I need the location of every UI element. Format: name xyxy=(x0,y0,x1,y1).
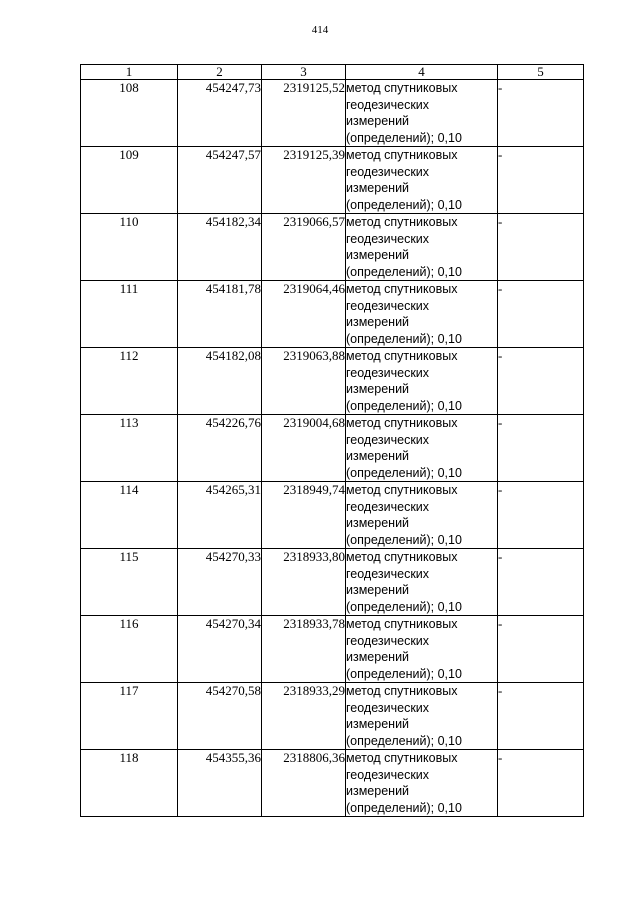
method-text-line: метод спутниковых xyxy=(346,282,458,296)
method-text-line: геодезических xyxy=(346,97,430,112)
method-text-line: метод спутниковых xyxy=(346,751,458,765)
table-row xyxy=(81,683,584,750)
point-number-cell: 115 xyxy=(81,549,178,616)
note-cell: - xyxy=(498,415,584,482)
table-row xyxy=(81,549,584,616)
method-text-line: геодезических xyxy=(346,633,430,648)
y-coordinate-cell: 2318933,80 xyxy=(262,549,346,616)
method-text-line: (определений); 0,10 xyxy=(346,733,462,748)
column-header-4: 4 xyxy=(346,65,498,80)
x-coordinate-cell: 454247,73 xyxy=(178,80,262,147)
method-text-line: метод спутниковых xyxy=(346,483,458,497)
method-text-line: геодезических xyxy=(346,231,430,246)
method-cell xyxy=(346,683,498,750)
method-text-line: измерений xyxy=(346,650,410,664)
note-cell: - xyxy=(498,549,584,616)
table-row xyxy=(81,147,584,214)
method-text-line: метод спутниковых xyxy=(346,81,458,95)
point-number-cell: 112 xyxy=(81,348,178,415)
x-coordinate-cell: 454226,76 xyxy=(178,415,262,482)
note-cell: - xyxy=(498,147,584,214)
y-coordinate-cell: 2319064,46 xyxy=(262,281,346,348)
method-text-line: измерений xyxy=(346,315,410,329)
method-cell xyxy=(346,482,498,549)
method-text-line: (определений); 0,10 xyxy=(346,398,462,413)
x-coordinate-cell: 454270,58 xyxy=(178,683,262,750)
method-text-line: геодезических xyxy=(346,700,430,715)
method-text-line: (определений); 0,10 xyxy=(346,264,462,279)
column-header-1: 1 xyxy=(81,65,178,80)
table-row xyxy=(81,348,584,415)
table-row xyxy=(81,616,584,683)
x-coordinate-cell: 454265,31 xyxy=(178,482,262,549)
note-cell: - xyxy=(498,281,584,348)
x-coordinate-cell: 454270,34 xyxy=(178,616,262,683)
table-row xyxy=(81,281,584,348)
method-text-line: измерений xyxy=(346,583,410,597)
point-number-cell: 117 xyxy=(81,683,178,750)
table-header-row xyxy=(81,65,584,80)
method-text-line: измерений xyxy=(346,382,410,396)
method-text-line: измерений xyxy=(346,516,410,530)
method-text-line: геодезических xyxy=(346,432,430,447)
method-text-line: метод спутниковых xyxy=(346,684,458,698)
column-header-5: 5 xyxy=(498,65,584,80)
y-coordinate-cell: 2319063,88 xyxy=(262,348,346,415)
note-cell: - xyxy=(498,683,584,750)
method-text-line: метод спутниковых xyxy=(346,349,458,363)
y-coordinate-cell: 2318949,74 xyxy=(262,482,346,549)
x-coordinate-cell: 454181,78 xyxy=(178,281,262,348)
method-text-line: геодезических xyxy=(346,566,430,581)
y-coordinate-cell: 2319066,57 xyxy=(262,214,346,281)
method-text-line: (определений); 0,10 xyxy=(346,800,462,815)
point-number-cell: 111 xyxy=(81,281,178,348)
method-text-line: геодезических xyxy=(346,499,430,514)
y-coordinate-cell: 2319004,68 xyxy=(262,415,346,482)
point-number-cell: 118 xyxy=(81,750,178,817)
coordinates-table xyxy=(80,64,584,817)
method-text-line: измерений xyxy=(346,181,410,195)
y-coordinate-cell: 2318933,78 xyxy=(262,616,346,683)
table-row xyxy=(81,214,584,281)
method-cell xyxy=(346,147,498,214)
method-text-line: геодезических xyxy=(346,365,430,380)
note-cell: - xyxy=(498,750,584,817)
method-text-line: измерений xyxy=(346,248,410,262)
method-cell xyxy=(346,750,498,817)
column-header-2: 2 xyxy=(178,65,262,80)
x-coordinate-cell: 454182,08 xyxy=(178,348,262,415)
point-number-cell: 114 xyxy=(81,482,178,549)
method-cell xyxy=(346,80,498,147)
method-text-line: геодезических xyxy=(346,164,430,179)
method-cell xyxy=(346,549,498,616)
point-number-cell: 108 xyxy=(81,80,178,147)
method-text-line: (определений); 0,10 xyxy=(346,331,462,346)
method-text-line: измерений xyxy=(346,114,410,128)
method-text-line: измерений xyxy=(346,784,410,798)
note-cell: - xyxy=(498,348,584,415)
column-header-3: 3 xyxy=(262,65,346,80)
method-text-line: (определений); 0,10 xyxy=(346,666,462,681)
table-body xyxy=(81,80,584,817)
table-row xyxy=(81,750,584,817)
note-cell: - xyxy=(498,482,584,549)
method-text-line: (определений); 0,10 xyxy=(346,197,462,212)
x-coordinate-cell: 454247,57 xyxy=(178,147,262,214)
method-cell xyxy=(346,281,498,348)
page-number: 414 xyxy=(311,24,329,36)
note-cell: - xyxy=(498,616,584,683)
x-coordinate-cell: 454355,36 xyxy=(178,750,262,817)
point-number-cell: 113 xyxy=(81,415,178,482)
method-text-line: измерений xyxy=(346,717,410,731)
y-coordinate-cell: 2319125,39 xyxy=(262,147,346,214)
method-cell xyxy=(346,616,498,683)
point-number-cell: 109 xyxy=(81,147,178,214)
note-cell: - xyxy=(498,214,584,281)
method-text-line: измерений xyxy=(346,449,410,463)
method-text-line: геодезических xyxy=(346,298,430,313)
method-text-line: метод спутниковых xyxy=(346,617,458,631)
note-cell: - xyxy=(498,80,584,147)
method-text-line: (определений); 0,10 xyxy=(346,465,462,480)
table-row xyxy=(81,415,584,482)
method-text-line: метод спутниковых xyxy=(346,416,458,430)
method-text-line: (определений); 0,10 xyxy=(346,599,462,614)
method-text-line: геодезических xyxy=(346,767,430,782)
method-text-line: метод спутниковых xyxy=(346,550,458,564)
method-cell xyxy=(346,348,498,415)
method-text-line: (определений); 0,10 xyxy=(346,532,462,547)
point-number-cell: 116 xyxy=(81,616,178,683)
table-row xyxy=(81,482,584,549)
y-coordinate-cell: 2319125,52 xyxy=(262,80,346,147)
method-cell xyxy=(346,214,498,281)
x-coordinate-cell: 454270,33 xyxy=(178,549,262,616)
method-text-line: (определений); 0,10 xyxy=(346,130,462,145)
table-row xyxy=(81,80,584,147)
method-cell xyxy=(346,415,498,482)
x-coordinate-cell: 454182,34 xyxy=(178,214,262,281)
point-number-cell: 110 xyxy=(81,214,178,281)
method-text-line: метод спутниковых xyxy=(346,148,458,162)
method-text-line: метод спутниковых xyxy=(346,215,458,229)
y-coordinate-cell: 2318933,29 xyxy=(262,683,346,750)
y-coordinate-cell: 2318806,36 xyxy=(262,750,346,817)
